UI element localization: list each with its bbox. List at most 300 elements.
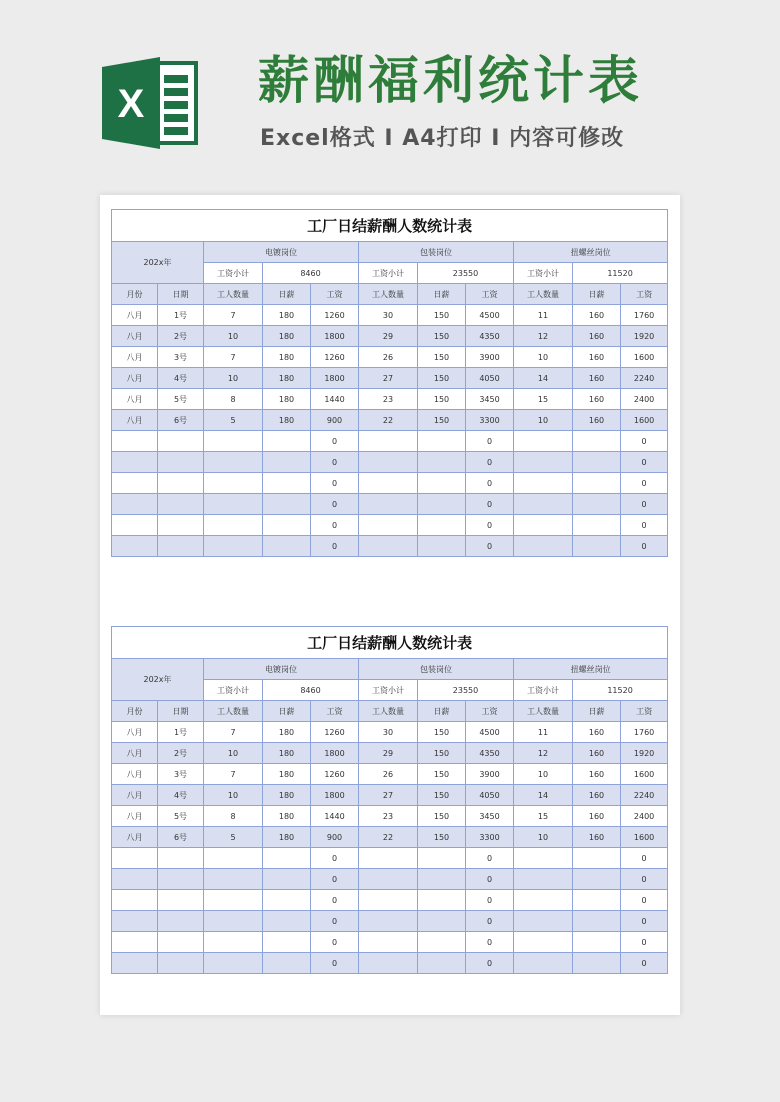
table-cell[interactable]: 1600	[621, 764, 668, 785]
table-cell[interactable]: 0	[621, 932, 668, 953]
table-cell[interactable]: 150	[418, 764, 466, 785]
table-cell[interactable]	[514, 848, 573, 869]
table-cell[interactable]: 22	[359, 410, 418, 431]
table-cell[interactable]	[204, 911, 263, 932]
table-cell[interactable]	[263, 890, 311, 911]
table-cell[interactable]: 180	[263, 764, 311, 785]
subtotal-label: 工资小计	[359, 680, 418, 701]
table-cell[interactable]: 10	[514, 764, 573, 785]
column-header: 工资	[466, 701, 514, 722]
table-cell[interactable]	[158, 536, 204, 557]
table-cell[interactable]: 160	[573, 722, 621, 743]
table-cell[interactable]	[359, 911, 418, 932]
table-cell[interactable]: 0	[621, 869, 668, 890]
table-cell[interactable]: 八月	[112, 785, 158, 806]
table-cell[interactable]: 150	[418, 785, 466, 806]
table-cell[interactable]: 3号	[158, 764, 204, 785]
table-cell[interactable]: 180	[263, 347, 311, 368]
table-cell[interactable]: 150	[418, 410, 466, 431]
table-cell[interactable]: 0	[311, 953, 359, 974]
table-cell[interactable]	[514, 473, 573, 494]
table-cell[interactable]	[112, 953, 158, 974]
table-cell[interactable]: 4050	[466, 368, 514, 389]
table-cell[interactable]: 1440	[311, 806, 359, 827]
table-cell[interactable]	[573, 536, 621, 557]
table-cell[interactable]: 180	[263, 743, 311, 764]
table-cell[interactable]: 1800	[311, 785, 359, 806]
table-cell[interactable]	[418, 431, 466, 452]
table-cell[interactable]	[263, 494, 311, 515]
table-cell[interactable]: 14	[514, 368, 573, 389]
table-cell[interactable]	[514, 911, 573, 932]
table-cell[interactable]: 0	[466, 431, 514, 452]
table-cell[interactable]: 八月	[112, 389, 158, 410]
table-cell[interactable]	[573, 869, 621, 890]
table-cell[interactable]: 5号	[158, 806, 204, 827]
table-cell[interactable]: 0	[621, 890, 668, 911]
table-cell[interactable]: 0	[311, 494, 359, 515]
table-cell[interactable]: 160	[573, 389, 621, 410]
table-cell[interactable]: 0	[311, 452, 359, 473]
table-cell[interactable]	[359, 869, 418, 890]
table-cell[interactable]: 0	[466, 890, 514, 911]
table-cell[interactable]: 0	[621, 494, 668, 515]
table-cell[interactable]: 0	[311, 848, 359, 869]
table-cell[interactable]: 3450	[466, 806, 514, 827]
table-cell[interactable]	[158, 911, 204, 932]
table-cell[interactable]	[359, 515, 418, 536]
table-cell[interactable]	[573, 911, 621, 932]
column-header: 工人数量	[514, 701, 573, 722]
table-cell[interactable]: 八月	[112, 326, 158, 347]
table-cell[interactable]	[514, 890, 573, 911]
subtotal-value: 8460	[263, 263, 359, 284]
table-cell[interactable]: 1800	[311, 326, 359, 347]
table-row	[112, 410, 668, 431]
table-cell[interactable]	[359, 536, 418, 557]
table-cell[interactable]: 1800	[311, 743, 359, 764]
table-cell[interactable]	[263, 473, 311, 494]
year-cell: 202x年	[112, 242, 204, 284]
table-cell[interactable]: 180	[263, 305, 311, 326]
table-cell[interactable]: 2400	[621, 389, 668, 410]
table-cell[interactable]: 29	[359, 743, 418, 764]
table-cell[interactable]	[204, 494, 263, 515]
subtotal-value: 23550	[418, 680, 514, 701]
table-cell[interactable]	[158, 494, 204, 515]
table-cell[interactable]	[263, 515, 311, 536]
table-cell[interactable]	[263, 452, 311, 473]
table-cell[interactable]: 0	[466, 494, 514, 515]
table-cell[interactable]	[514, 932, 573, 953]
table-cell[interactable]: 1260	[311, 764, 359, 785]
table-cell[interactable]: 4500	[466, 305, 514, 326]
table-cell[interactable]: 3300	[466, 410, 514, 431]
table-cell[interactable]	[514, 536, 573, 557]
table-cell[interactable]: 4350	[466, 743, 514, 764]
table-cell[interactable]: 150	[418, 827, 466, 848]
table-cell[interactable]: 150	[418, 368, 466, 389]
table-cell[interactable]: 150	[418, 743, 466, 764]
table-cell[interactable]: 8	[204, 806, 263, 827]
table-cell[interactable]: 10	[204, 368, 263, 389]
table-cell[interactable]	[158, 932, 204, 953]
table-row	[112, 473, 668, 494]
table-row	[112, 806, 668, 827]
table-cell[interactable]: 7	[204, 347, 263, 368]
table-cell[interactable]: 1号	[158, 305, 204, 326]
table-cell[interactable]	[418, 869, 466, 890]
table-cell[interactable]: 1260	[311, 347, 359, 368]
table-cell[interactable]	[112, 536, 158, 557]
column-header: 日期	[158, 701, 204, 722]
table-cell[interactable]	[514, 953, 573, 974]
table-cell[interactable]	[418, 848, 466, 869]
table-cell[interactable]: 160	[573, 827, 621, 848]
table-cell[interactable]: 0	[466, 473, 514, 494]
table-cell[interactable]: 0	[621, 536, 668, 557]
table-cell[interactable]: 10	[514, 827, 573, 848]
column-header: 工人数量	[514, 284, 573, 305]
table-cell[interactable]: 2号	[158, 326, 204, 347]
table-cell[interactable]: 0	[466, 536, 514, 557]
table-cell[interactable]: 3900	[466, 764, 514, 785]
column-header: 工资	[311, 701, 359, 722]
table-cell[interactable]: 4500	[466, 722, 514, 743]
table-cell[interactable]: 150	[418, 389, 466, 410]
table-cell[interactable]: 7	[204, 764, 263, 785]
table-cell[interactable]: 180	[263, 827, 311, 848]
table-cell[interactable]: 1600	[621, 827, 668, 848]
table-cell[interactable]	[263, 932, 311, 953]
table-cell[interactable]: 3号	[158, 347, 204, 368]
table-cell[interactable]: 1760	[621, 305, 668, 326]
table-cell[interactable]	[359, 848, 418, 869]
table-cell[interactable]: 8	[204, 389, 263, 410]
table-cell[interactable]	[573, 452, 621, 473]
table-cell[interactable]: 八月	[112, 743, 158, 764]
table-cell[interactable]: 0	[311, 473, 359, 494]
table-cell[interactable]	[418, 473, 466, 494]
table-cell[interactable]	[514, 515, 573, 536]
table-cell[interactable]: 180	[263, 410, 311, 431]
table-cell[interactable]: 180	[263, 389, 311, 410]
table-cell[interactable]: 八月	[112, 722, 158, 743]
table-cell[interactable]	[573, 515, 621, 536]
table-cell[interactable]: 10	[514, 410, 573, 431]
table-cell[interactable]	[158, 869, 204, 890]
table-cell[interactable]	[204, 452, 263, 473]
table-cell[interactable]: 10	[514, 347, 573, 368]
table-cell[interactable]: 26	[359, 764, 418, 785]
table-cell[interactable]	[359, 431, 418, 452]
table-cell[interactable]	[263, 848, 311, 869]
table-cell[interactable]	[112, 494, 158, 515]
table-cell[interactable]: 0	[621, 473, 668, 494]
table-cell[interactable]: 0	[621, 452, 668, 473]
table-cell[interactable]	[112, 869, 158, 890]
table-cell[interactable]: 0	[311, 911, 359, 932]
table-cell[interactable]: 27	[359, 368, 418, 389]
table-cell[interactable]	[418, 515, 466, 536]
table-cell[interactable]: 2240	[621, 785, 668, 806]
table-cell[interactable]	[418, 932, 466, 953]
table-cell[interactable]: 5	[204, 827, 263, 848]
table-cell[interactable]: 5	[204, 410, 263, 431]
table-cell[interactable]: 0	[311, 536, 359, 557]
table-cell[interactable]: 八月	[112, 305, 158, 326]
table-cell[interactable]: 0	[621, 515, 668, 536]
table-cell[interactable]: 160	[573, 326, 621, 347]
table-row	[112, 911, 668, 932]
table-cell[interactable]	[359, 473, 418, 494]
table-cell[interactable]: 1800	[311, 368, 359, 389]
table-cell[interactable]: 11	[514, 305, 573, 326]
table-cell[interactable]	[158, 452, 204, 473]
table-cell[interactable]: 15	[514, 806, 573, 827]
excel-logo-icon	[100, 55, 200, 150]
table-cell[interactable]: 10	[204, 326, 263, 347]
table-cell[interactable]	[573, 848, 621, 869]
table-cell[interactable]: 八月	[112, 827, 158, 848]
table-cell[interactable]	[514, 452, 573, 473]
table-cell[interactable]	[204, 869, 263, 890]
table-cell[interactable]	[263, 953, 311, 974]
table-cell[interactable]: 八月	[112, 410, 158, 431]
table-cell[interactable]	[418, 890, 466, 911]
table-row	[112, 515, 668, 536]
table-cell[interactable]: 160	[573, 305, 621, 326]
table-cell[interactable]: 5号	[158, 389, 204, 410]
table-cell[interactable]: 150	[418, 347, 466, 368]
table-cell[interactable]	[359, 890, 418, 911]
table-cell[interactable]	[263, 869, 311, 890]
table-cell[interactable]	[359, 932, 418, 953]
column-header: 日薪	[418, 701, 466, 722]
table-cell[interactable]: 0	[466, 515, 514, 536]
table-cell[interactable]: 0	[311, 932, 359, 953]
table-cell[interactable]: 0	[621, 431, 668, 452]
column-header: 工资	[466, 284, 514, 305]
subtotal-value: 11520	[573, 263, 668, 284]
table-cell[interactable]: 26	[359, 347, 418, 368]
table-cell[interactable]: 1760	[621, 722, 668, 743]
table-cell[interactable]: 30	[359, 722, 418, 743]
table-cell[interactable]	[112, 431, 158, 452]
table-cell[interactable]: 10	[204, 785, 263, 806]
table-cell[interactable]: 1600	[621, 410, 668, 431]
table-cell[interactable]: 14	[514, 785, 573, 806]
table-cell[interactable]: 160	[573, 347, 621, 368]
table-row	[112, 494, 668, 515]
table-cell[interactable]: 160	[573, 410, 621, 431]
table-row	[112, 536, 668, 557]
table-cell[interactable]: 160	[573, 806, 621, 827]
table-cell[interactable]: 12	[514, 326, 573, 347]
table-cell[interactable]	[204, 953, 263, 974]
table-cell[interactable]: 7	[204, 305, 263, 326]
table-cell[interactable]: 0	[466, 953, 514, 974]
table-cell[interactable]	[112, 848, 158, 869]
table-cell[interactable]: 11	[514, 722, 573, 743]
position-name: 扭螺丝岗位	[514, 242, 668, 263]
table-cell[interactable]: 7	[204, 722, 263, 743]
table-cell[interactable]	[204, 536, 263, 557]
table-cell[interactable]: 3900	[466, 347, 514, 368]
table-cell[interactable]: 3300	[466, 827, 514, 848]
table-cell[interactable]	[514, 494, 573, 515]
table-cell[interactable]: 160	[573, 743, 621, 764]
table-cell[interactable]: 0	[311, 431, 359, 452]
table-cell[interactable]: 0	[466, 911, 514, 932]
table-cell[interactable]: 4050	[466, 785, 514, 806]
table-cell[interactable]	[204, 890, 263, 911]
table-cell[interactable]	[573, 932, 621, 953]
table-cell[interactable]: 0	[466, 848, 514, 869]
table-cell[interactable]: 10	[204, 743, 263, 764]
table-cell[interactable]: 180	[263, 722, 311, 743]
table-cell[interactable]: 180	[263, 368, 311, 389]
table-cell[interactable]: 180	[263, 785, 311, 806]
table-cell[interactable]	[112, 515, 158, 536]
table-cell[interactable]: 150	[418, 722, 466, 743]
table-cell[interactable]	[263, 536, 311, 557]
table-cell[interactable]	[573, 890, 621, 911]
table-cell[interactable]	[359, 494, 418, 515]
column-header: 日薪	[573, 284, 621, 305]
table-cell[interactable]	[418, 953, 466, 974]
table-cell[interactable]	[204, 932, 263, 953]
table-cell[interactable]	[112, 473, 158, 494]
table-cell[interactable]: 0	[466, 452, 514, 473]
salary-table-1	[111, 209, 668, 557]
table-cell[interactable]: 160	[573, 368, 621, 389]
table-cell[interactable]	[359, 452, 418, 473]
page-header	[0, 0, 780, 190]
table-cell[interactable]	[112, 890, 158, 911]
position-name: 包装岗位	[359, 242, 514, 263]
table-cell[interactable]: 0	[311, 515, 359, 536]
table-cell[interactable]	[204, 515, 263, 536]
table-row	[112, 347, 668, 368]
table-cell[interactable]	[158, 953, 204, 974]
table-cell[interactable]: 0	[621, 848, 668, 869]
table-cell[interactable]: 0	[621, 911, 668, 932]
table-cell[interactable]	[263, 431, 311, 452]
table-cell[interactable]: 22	[359, 827, 418, 848]
table-cell[interactable]: 3450	[466, 389, 514, 410]
table-cell[interactable]: 15	[514, 389, 573, 410]
table-cell[interactable]	[418, 536, 466, 557]
table-cell[interactable]	[573, 431, 621, 452]
column-header-row	[112, 284, 668, 305]
table-cell[interactable]: 1440	[311, 389, 359, 410]
position-name: 包装岗位	[359, 659, 514, 680]
table-cell[interactable]	[158, 473, 204, 494]
title-row	[112, 210, 668, 242]
table-row	[112, 389, 668, 410]
table-cell[interactable]: 150	[418, 806, 466, 827]
table-cell[interactable]: 1920	[621, 326, 668, 347]
table-cell[interactable]	[158, 515, 204, 536]
table-cell[interactable]: 160	[573, 785, 621, 806]
table-cell[interactable]: 0	[311, 890, 359, 911]
table-cell[interactable]: 八月	[112, 368, 158, 389]
table-cell[interactable]: 150	[418, 326, 466, 347]
table-cell[interactable]: 0	[466, 932, 514, 953]
column-header: 日期	[158, 284, 204, 305]
table-cell[interactable]	[573, 494, 621, 515]
table-cell[interactable]: 29	[359, 326, 418, 347]
table-cell[interactable]: 4号	[158, 368, 204, 389]
table-cell[interactable]	[158, 431, 204, 452]
table-cell[interactable]: 23	[359, 806, 418, 827]
table-cell[interactable]: 6号	[158, 827, 204, 848]
table-cell[interactable]	[573, 473, 621, 494]
table-cell[interactable]: 1260	[311, 722, 359, 743]
table-cell[interactable]	[573, 953, 621, 974]
table-cell[interactable]: 2400	[621, 806, 668, 827]
table-cell[interactable]: 八月	[112, 764, 158, 785]
table-cell[interactable]: 0	[621, 953, 668, 974]
table-cell[interactable]: 4号	[158, 785, 204, 806]
table-cell[interactable]: 160	[573, 764, 621, 785]
table-cell[interactable]: 0	[311, 869, 359, 890]
table-cell[interactable]: 八月	[112, 347, 158, 368]
table-cell[interactable]: 23	[359, 389, 418, 410]
table-row	[112, 431, 668, 452]
table-cell[interactable]	[112, 932, 158, 953]
table-cell[interactable]	[514, 869, 573, 890]
table-cell[interactable]: 2240	[621, 368, 668, 389]
table-cell[interactable]: 900	[311, 827, 359, 848]
table-cell[interactable]: 180	[263, 326, 311, 347]
table-cell[interactable]: 4350	[466, 326, 514, 347]
table-cell[interactable]: 12	[514, 743, 573, 764]
table-cell[interactable]	[158, 890, 204, 911]
table-cell[interactable]	[514, 431, 573, 452]
table-cell[interactable]	[263, 911, 311, 932]
table-cell[interactable]	[418, 494, 466, 515]
table-cell[interactable]	[204, 473, 263, 494]
table-cell[interactable]	[418, 911, 466, 932]
table-cell[interactable]	[359, 953, 418, 974]
table-cell[interactable]: 180	[263, 806, 311, 827]
table-cell[interactable]	[112, 911, 158, 932]
table-cell[interactable]: 1600	[621, 347, 668, 368]
table-cell[interactable]: 1920	[621, 743, 668, 764]
table-cell[interactable]: 八月	[112, 806, 158, 827]
table-row	[112, 953, 668, 974]
column-header: 工人数量	[204, 284, 263, 305]
table-cell[interactable]	[418, 452, 466, 473]
table-cell[interactable]: 150	[418, 305, 466, 326]
table-cell[interactable]: 900	[311, 410, 359, 431]
table-cell[interactable]: 27	[359, 785, 418, 806]
table-cell[interactable]	[204, 431, 263, 452]
table-cell[interactable]: 0	[466, 869, 514, 890]
table-cell[interactable]: 2号	[158, 743, 204, 764]
table-cell[interactable]	[158, 848, 204, 869]
table-cell[interactable]: 1260	[311, 305, 359, 326]
table-cell[interactable]: 1号	[158, 722, 204, 743]
column-header: 日薪	[263, 284, 311, 305]
sheet-title: 工厂日结薪酬人数统计表	[112, 627, 668, 659]
table-cell[interactable]	[204, 848, 263, 869]
table-cell[interactable]: 30	[359, 305, 418, 326]
table-cell[interactable]	[112, 452, 158, 473]
table-cell[interactable]: 6号	[158, 410, 204, 431]
